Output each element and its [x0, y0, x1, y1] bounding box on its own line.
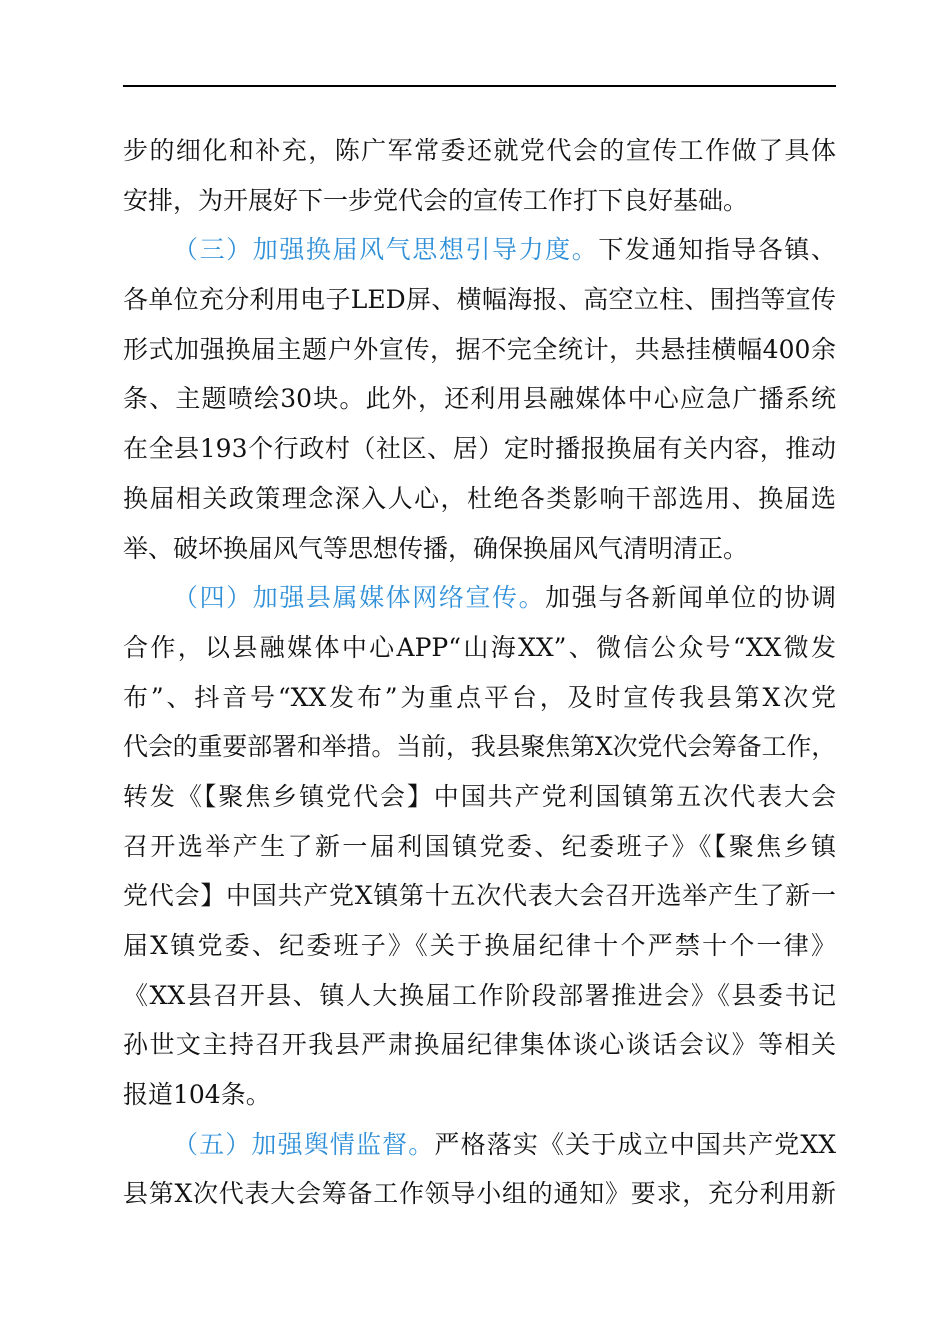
body-text [123, 126, 836, 1219]
text-line: 布”、抖音号“XX发布”为重点平台，及时宣传我县第X次党 [123, 682, 836, 712]
text-line: 孙世文主持召开我县严肃换届纪律集体谈心谈话会议》等相关 [123, 1030, 836, 1060]
text-line: 步的细化和补充，陈广军常委还就党代会的宣传工作做了具体 [123, 136, 836, 165]
text-line: 安排，为开展好下一步党代会的宣传工作打下良好基础。 [123, 185, 749, 215]
text-line: 举、破坏换届风气等思想传播，确保换届风气清明清正。 [123, 533, 749, 563]
text-line: 届X镇党委、纪委班子》《关于换届纪律十个严禁十个一律》 [123, 931, 836, 960]
text-run: 严格落实《关于成立中国共产党XX [434, 1129, 836, 1159]
text-line: 县第X次代表大会筹备工作领导小组的通知》要求，充分利用新 [123, 1179, 836, 1209]
text-line: 《XX县召开县、镇人大换届工作阶段部署推进会》《县委书记 [123, 980, 836, 1010]
section-heading-4: （四）加强县属媒体网络宣传。 [173, 583, 546, 613]
text-line: 代会的重要部署和举措。当前，我县聚焦第X次党代会筹备工作， [123, 732, 836, 762]
text-run: 加强与各新闻单位的协调 [545, 583, 836, 613]
text-line: 各单位充分利用电子LED屏、横幅海报、高空立柱、围挡等宣传 [123, 285, 836, 315]
text-line: 报道104条。 [123, 1080, 271, 1110]
header-rule [123, 85, 836, 87]
text-run: 下发通知指导各镇、 [598, 235, 836, 265]
text-line: 党代会】中国共产党X镇第十五次代表大会召开选举产生了新一 [123, 881, 836, 911]
text-line: 换届相关政策理念深入人心，杜绝各类影响干部选用、换届选 [123, 483, 836, 513]
text-line: 召开选举产生了新一届利国镇党委、纪委班子》《【聚焦乡镇 [123, 831, 836, 861]
paragraph-4-start [123, 573, 836, 623]
paragraph-3-start [123, 225, 836, 275]
text-line: 形式加强换届主题户外宣传，据不完全统计，共悬挂横幅400余 [123, 334, 836, 364]
section-heading-5: （五）加强舆情监督。 [173, 1129, 435, 1159]
text-line: 转发《【聚焦乡镇党代会】中国共产党利国镇第五次代表大会 [123, 781, 836, 811]
paragraph-5-start [123, 1120, 836, 1170]
text-line: 在全县193个行政村（社区、居）定时播报换届有关内容，推动 [123, 434, 836, 464]
text-line: 合作，以县融媒体中心APP“山海XX”、微信公众号“XX微发 [123, 632, 836, 662]
section-heading-3: （三）加强换届风气思想引导力度。 [173, 235, 599, 265]
text-line: 条、主题喷绘30块。此外，还利用县融媒体中心应急广播系统 [123, 384, 836, 414]
